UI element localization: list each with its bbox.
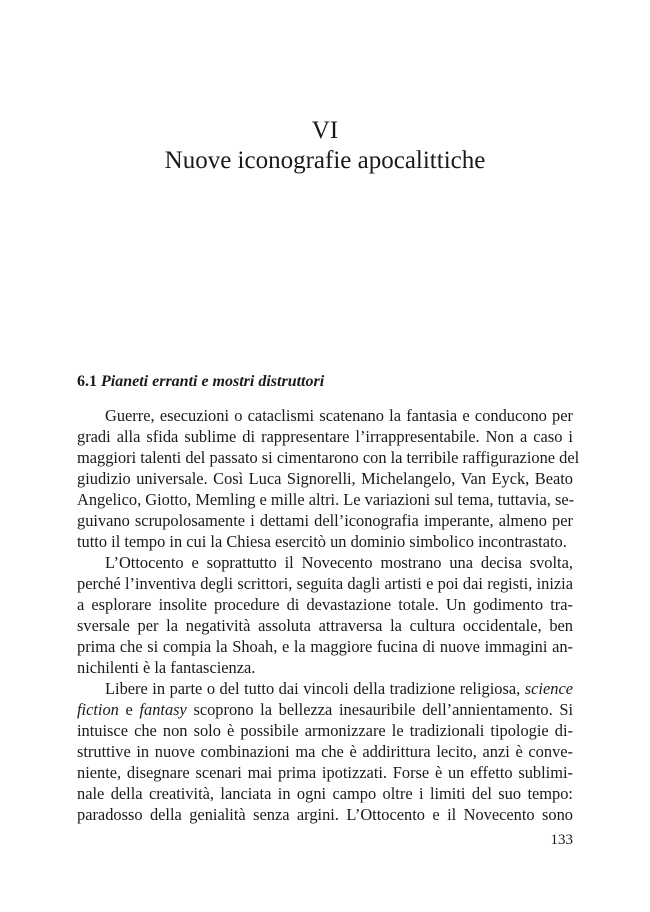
chapter-number: VI [311,117,339,144]
text-line: niente, disegnare scenari mai prima ipotizzati. Forse è un effetto sublimi- [77,763,573,782]
italic-term: fiction [77,700,119,719]
text-segment: e [118,700,140,719]
text-line [77,699,573,720]
chapter-title: Nuove iconografie apocalittiche [164,147,486,174]
text-line: struttive in nuove combinazioni ma che è addirittura lecito, anzi è conve- [77,742,573,761]
text-line: tutto il tempo in cui la Chiesa esercitò un dominio simbolico incontrastato. [77,532,567,551]
text-line: giudizio universale. Così Luca Signorelli, Michelangelo, Van Eyck, Beato [77,469,573,488]
text-line: sversale per la negatività assoluta attraversa la cultura occidentale, ben [77,616,573,635]
text-line [105,678,573,699]
page-number: 133 [550,832,573,848]
text-line: a esplorare insolite procedure di devastazione totale. Un godimento tra- [77,595,573,614]
text-line: Angelico, Giotto, Memling e mille altri. Le variazioni sul tema, tuttavia, se- [77,490,575,509]
section-title: Pianeti erranti e mostri distruttori [101,373,325,390]
italic-term: fantasy [139,700,187,719]
text-line: nichilenti è la fantascienza. [77,658,256,677]
text-line: paradosso della genialità senza argini. L’Ottocento e il Novecento sono [77,805,573,824]
text-segment: scoprono la bellezza inesauribile dell’annientamento. Si [186,700,573,719]
text-line: prima che si compia la Shoah, e la maggiore fucina di nuove immagini an- [77,637,573,656]
text-line: Guerre, esecuzioni o cataclismi scatenano la fantasia e conducono per [105,406,573,425]
text-line: maggiori talenti del passato si cimentarono con la terribile raffigurazione del [77,448,580,467]
text-line: L’Ottocento e soprattutto il Novecento mostrano una decisa svolta, [105,553,573,572]
text-line: nale della creatività, lanciata in ogni campo oltre i limiti del suo tempo: [77,784,573,803]
section-number: 6.1 [77,373,97,390]
text-line: guivano scrupolosamente i dettami dell’iconografia imperante, almeno per [77,511,573,530]
text-line: intuisce che non solo è possibile armonizzare le tradizionali tipologie di- [77,721,573,740]
text-line: perché l’inventiva degli scrittori, seguita dagli artisti e poi dai registi, inizia [77,574,573,593]
text-segment: Libere in parte o del tutto dai vincoli della tradizione religiosa, [105,679,525,698]
italic-term: science [524,679,573,698]
section-heading [77,372,573,392]
text-line: gradi alla sfida sublime di rappresentare l’irrappresentabile. Non a caso i [77,427,573,446]
